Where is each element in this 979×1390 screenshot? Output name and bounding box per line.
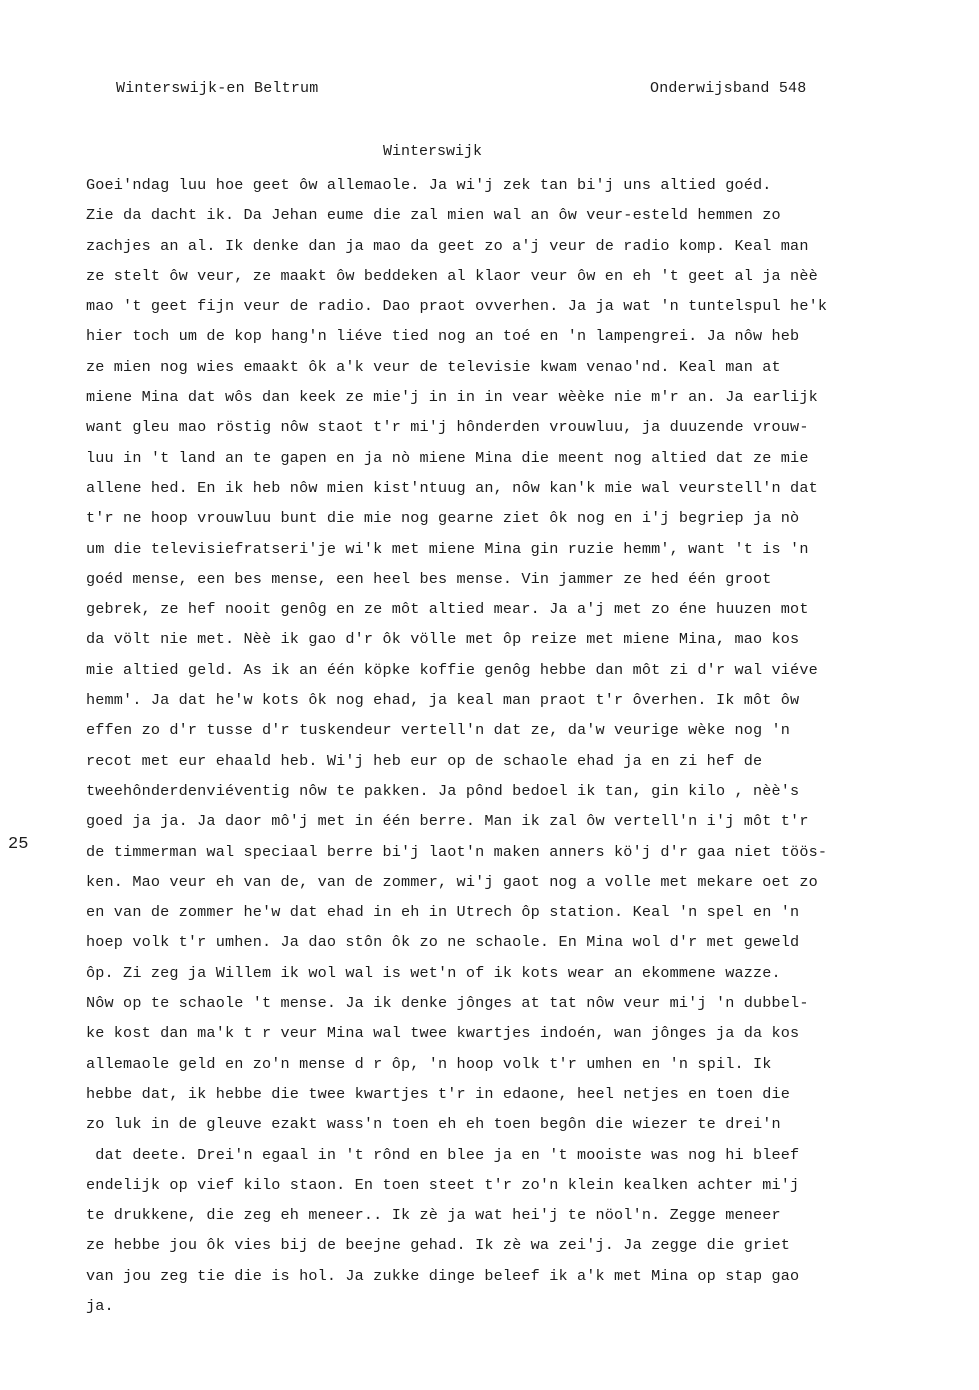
text-line: want gleu mao röstig nôw staot t'r mi'j hônderden vrouwluu, ja duuzende vrouw- bbox=[86, 418, 809, 437]
text-line: Zie da dacht ik. Da Jehan eume die zal mien wal an ôw veur-esteld hemmen zo bbox=[86, 206, 781, 225]
text-line: ze hebbe jou ôk vies bij de beejne gehad. Ik zè wa zei'j. Ja zegge die griet bbox=[86, 1236, 791, 1255]
document-title: Winterswijk bbox=[383, 143, 483, 160]
text-line: allene hed. En ik heb nôw mien kist'ntuug an, nôw kan'k mie wal veurstell'n dat bbox=[86, 478, 818, 497]
text-line: t'r ne hoop vrouwluu bunt die mie nog gearne ziet ôk nog en i'j begriep ja nò bbox=[86, 509, 800, 528]
text-line: de timmerman wal speciaal berre bi'j laot'n maken anners kö'j d'r gaa niet töös- bbox=[86, 842, 828, 861]
text-line: ja. bbox=[86, 1296, 114, 1315]
text-line: um die televisiefratseri'je wi'k met miene Mina gin ruzie hemm', want 't is 'n bbox=[86, 539, 809, 558]
text-line: ke kost dan ma'k t r veur Mina wal twee kwartjes indoén, wan jônges ja da kos bbox=[86, 1024, 800, 1043]
text-line: luu in 't land an te gapen en ja nò miene Mina die meent nog altied dat ze mie bbox=[86, 448, 809, 467]
text-line: da völt nie met. Nèè ik gao d'r ôk völle met ôp reize met miene Mina, mao kos bbox=[86, 630, 800, 649]
text-line: miene Mina dat wôs dan keek ze mie'j in in in vear wèèke nie m'r an. Ja earlijk bbox=[86, 388, 818, 407]
text-line: ze stelt ôw veur, ze maakt ôw beddeken al klaor veur ôw en eh 't geet al ja nèè bbox=[86, 266, 818, 285]
text-line: recot met eur ehaald heb. Wi'j heb eur op de schaole ehad ja en zi hef de bbox=[86, 751, 763, 770]
text-line: ôp. Zi zeg ja Willem ik wol wal is wet'n of ik kots wear an ekommene wazze. bbox=[86, 963, 781, 982]
text-line: hier toch um de kop hang'n liéve tied nog an toé en 'n lampengrei. Ja nôw heb bbox=[86, 327, 800, 346]
text-line: hoep volk t'r umhen. Ja dao stôn ôk zo ne schaole. En Mina wol d'r met geweld bbox=[86, 933, 800, 952]
text-line: hebbe dat, ik hebbe die twee kwartjes t'r in edaone, heel netjes en toen die bbox=[86, 1084, 791, 1103]
text-line: endelijk op vief kilo staon. En toen steet t'r zo'n klein kealken achter mi'j bbox=[86, 1175, 800, 1194]
text-line: mao 't geet fijn veur de radio. Dao praot ovverhen. Ja ja wat 'n tuntelspul he'k bbox=[86, 297, 828, 316]
text-line: gebrek, ze hef nooit genôg en ze môt altied mear. Ja a'j met zo éne huuzen mot bbox=[86, 600, 809, 619]
text-line: hemm'. Ja dat he'w kots ôk nog ehad, ja keal man praot t'r ôverhen. Ik môt ôw bbox=[86, 691, 800, 710]
text-line: ken. Mao veur eh van de, van de zommer, wi'j gaot nog a volle met mekare oet zo bbox=[86, 872, 818, 891]
text-line: te drukkene, die zeg eh meneer.. Ik zè ja wat hei'j te nöol'n. Zegge meneer bbox=[86, 1206, 781, 1225]
text-line: van jou zeg tie die is hol. Ja zukke dinge beleef ik a'k met Mina op stap gao bbox=[86, 1266, 800, 1285]
text-line: effen zo d'r tusse d'r tuskendeur vertell'n dat ze, da'w veurige wèke nog 'n bbox=[86, 721, 791, 740]
text-line: goed ja ja. Ja daor mô'j met in één berre. Man ik zal ôw vertell'n i'j môt t'r bbox=[86, 812, 809, 831]
text-line: mie altied geld. As ik an één köpke koffie genôg hebbe dan môt zi d'r wal viéve bbox=[86, 660, 818, 679]
text-line: en van de zommer he'w dat ehad in eh in Utrech ôp station. Keal 'n spel en 'n bbox=[86, 903, 800, 922]
text-line: allemaole geld en zo'n mense d r ôp, 'n hoop volk t'r umhen en 'n spil. Ik bbox=[86, 1054, 772, 1073]
header-tape-number: Onderwijsband 548 bbox=[650, 80, 807, 97]
text-line: Nôw op te schaole 't mense. Ja ik denke jônges at tat nôw veur mi'j 'n dubbel- bbox=[86, 994, 809, 1013]
text-line: Goei'ndag luu hoe geet ôw allemaole. Ja wi'j zek tan bi'j uns altied goéd. bbox=[86, 176, 772, 194]
text-line: goéd mense, een bes mense, een heel bes mense. Vin jammer ze hed één groot bbox=[86, 569, 772, 588]
text-line: dat deete. Drei'n egaal in 't rônd en blee ja en 't mooiste was nog hi bleef bbox=[86, 1145, 800, 1164]
header-location: Winterswijk-en Beltrum bbox=[116, 80, 319, 97]
text-line: zachjes an al. Ik denke dan ja mao da geet zo a'j veur de radio komp. Keal man bbox=[86, 236, 809, 255]
text-line: ze mien nog wies emaakt ôk a'k veur de televisie kwam venao'nd. Keal man at bbox=[86, 357, 781, 376]
text-line: zo luk in de gleuve ezakt wass'n toen eh eh toen begôn die wiezer te drei'n bbox=[86, 1115, 781, 1134]
line-number-marker: 25 bbox=[8, 835, 29, 854]
transcript-body bbox=[86, 170, 936, 1321]
text-line: tweehônderdenviéventig nôw te pakken. Ja pônd bedoel ik tan, gin kilo , nèè's bbox=[86, 781, 800, 800]
